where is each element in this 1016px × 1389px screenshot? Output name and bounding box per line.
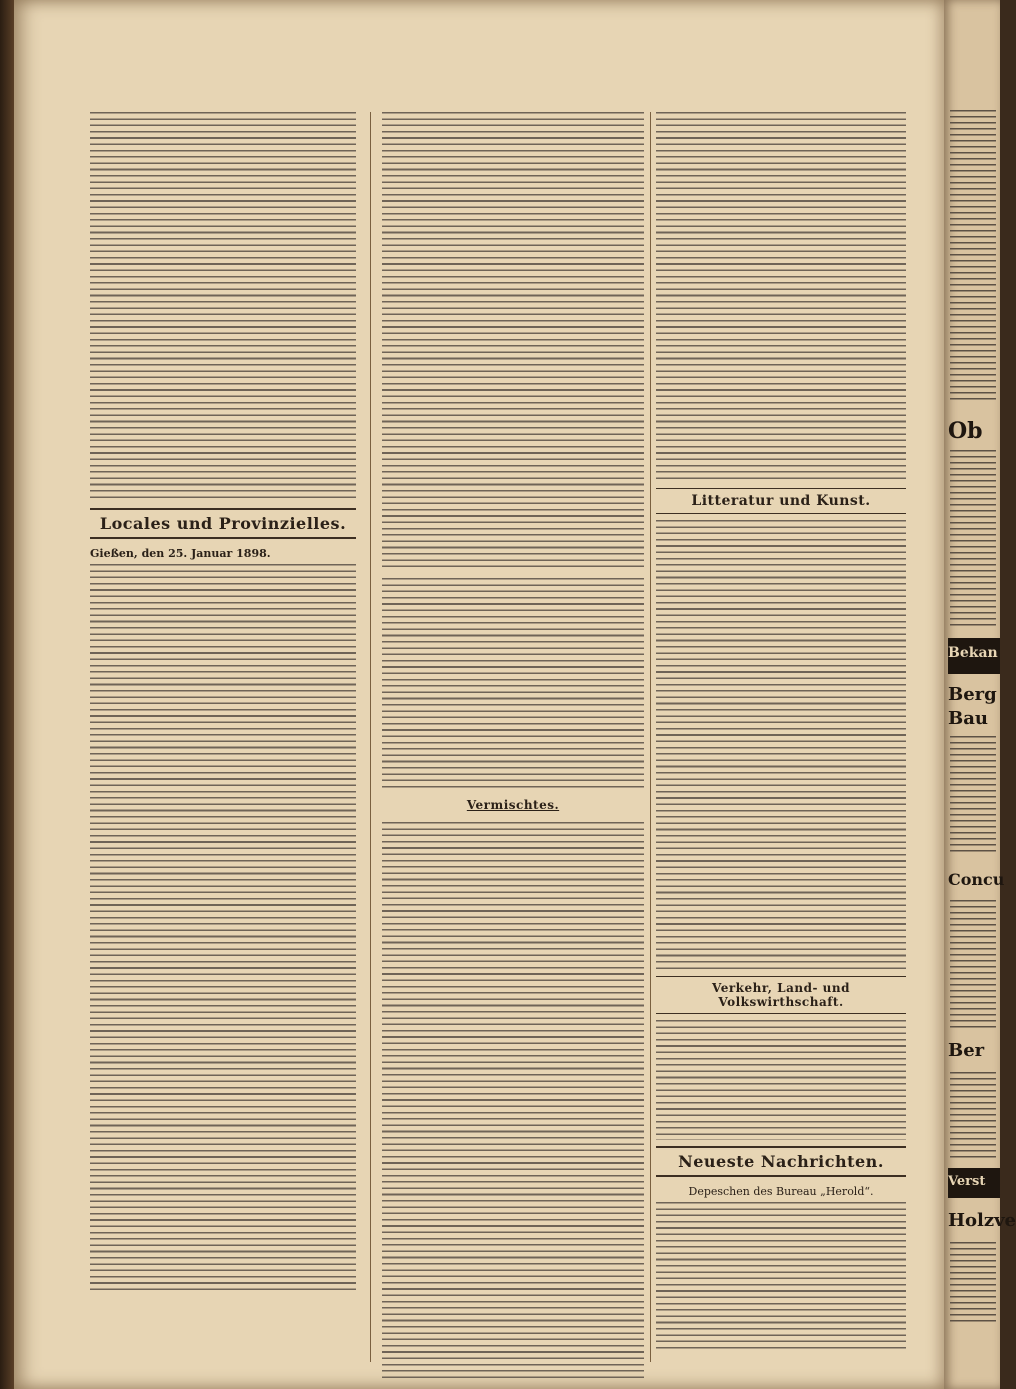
column-rule-2: [650, 112, 651, 1362]
heading-neueste: Neueste Nachrichten.: [656, 1146, 906, 1177]
text-block-volkswirthschaft: [656, 1020, 906, 1140]
strip-text-4: [950, 900, 996, 1030]
heading-locales: Locales und Provinzielles.: [90, 508, 356, 539]
text-block-vermischtes: [382, 822, 644, 1382]
column-1: [90, 0, 356, 1389]
text-block-neueste: [656, 1202, 906, 1352]
text-block-locales: [90, 564, 356, 1294]
dateline-giessen: Gießen, den 25. Januar 1898.: [90, 547, 271, 560]
text-block-seligenstadt: [382, 578, 644, 788]
heading-litteratur: Litteratur und Kunst.: [656, 488, 906, 514]
strip-text-1: [950, 110, 996, 400]
text-block-foreign-news: [90, 112, 356, 502]
heading-vermischtes: Vermischtes.: [466, 798, 560, 812]
strip-text-2: [950, 450, 996, 630]
column-2: [382, 0, 644, 1389]
strip-text-5: [950, 1072, 996, 1162]
strip-word-ob: Ob: [948, 418, 983, 444]
adjacent-page-strip: [944, 0, 1016, 1389]
text-block-litteratur: [656, 520, 906, 970]
strip-text-6: [950, 1242, 996, 1322]
text-block-locales-continued: [382, 112, 644, 572]
strip-word-verst: Verst: [948, 1174, 986, 1189]
subheading-herold: Depeschen des Bureau „Herold“.: [688, 1185, 874, 1198]
strip-word-berg: Berg: [948, 684, 997, 705]
column-3: [656, 0, 906, 1389]
strip-text-3: [950, 736, 996, 856]
scan-left-edge: [0, 0, 14, 1389]
newspaper-page: [14, 0, 944, 1389]
strip-word-ber: Ber: [948, 1040, 985, 1061]
strip-word-bekan: Bekan: [948, 645, 998, 661]
column-rule-1: [370, 112, 371, 1362]
strip-word-holzve: Holzve: [948, 1210, 1016, 1231]
text-block-hagelversicherung: [656, 112, 906, 482]
strip-word-bau: Bau: [948, 708, 988, 729]
strip-word-concu: Concu: [948, 870, 1005, 889]
heading-volkswirthschaft: Verkehr, Land- und Volkswirthschaft.: [656, 976, 906, 1014]
